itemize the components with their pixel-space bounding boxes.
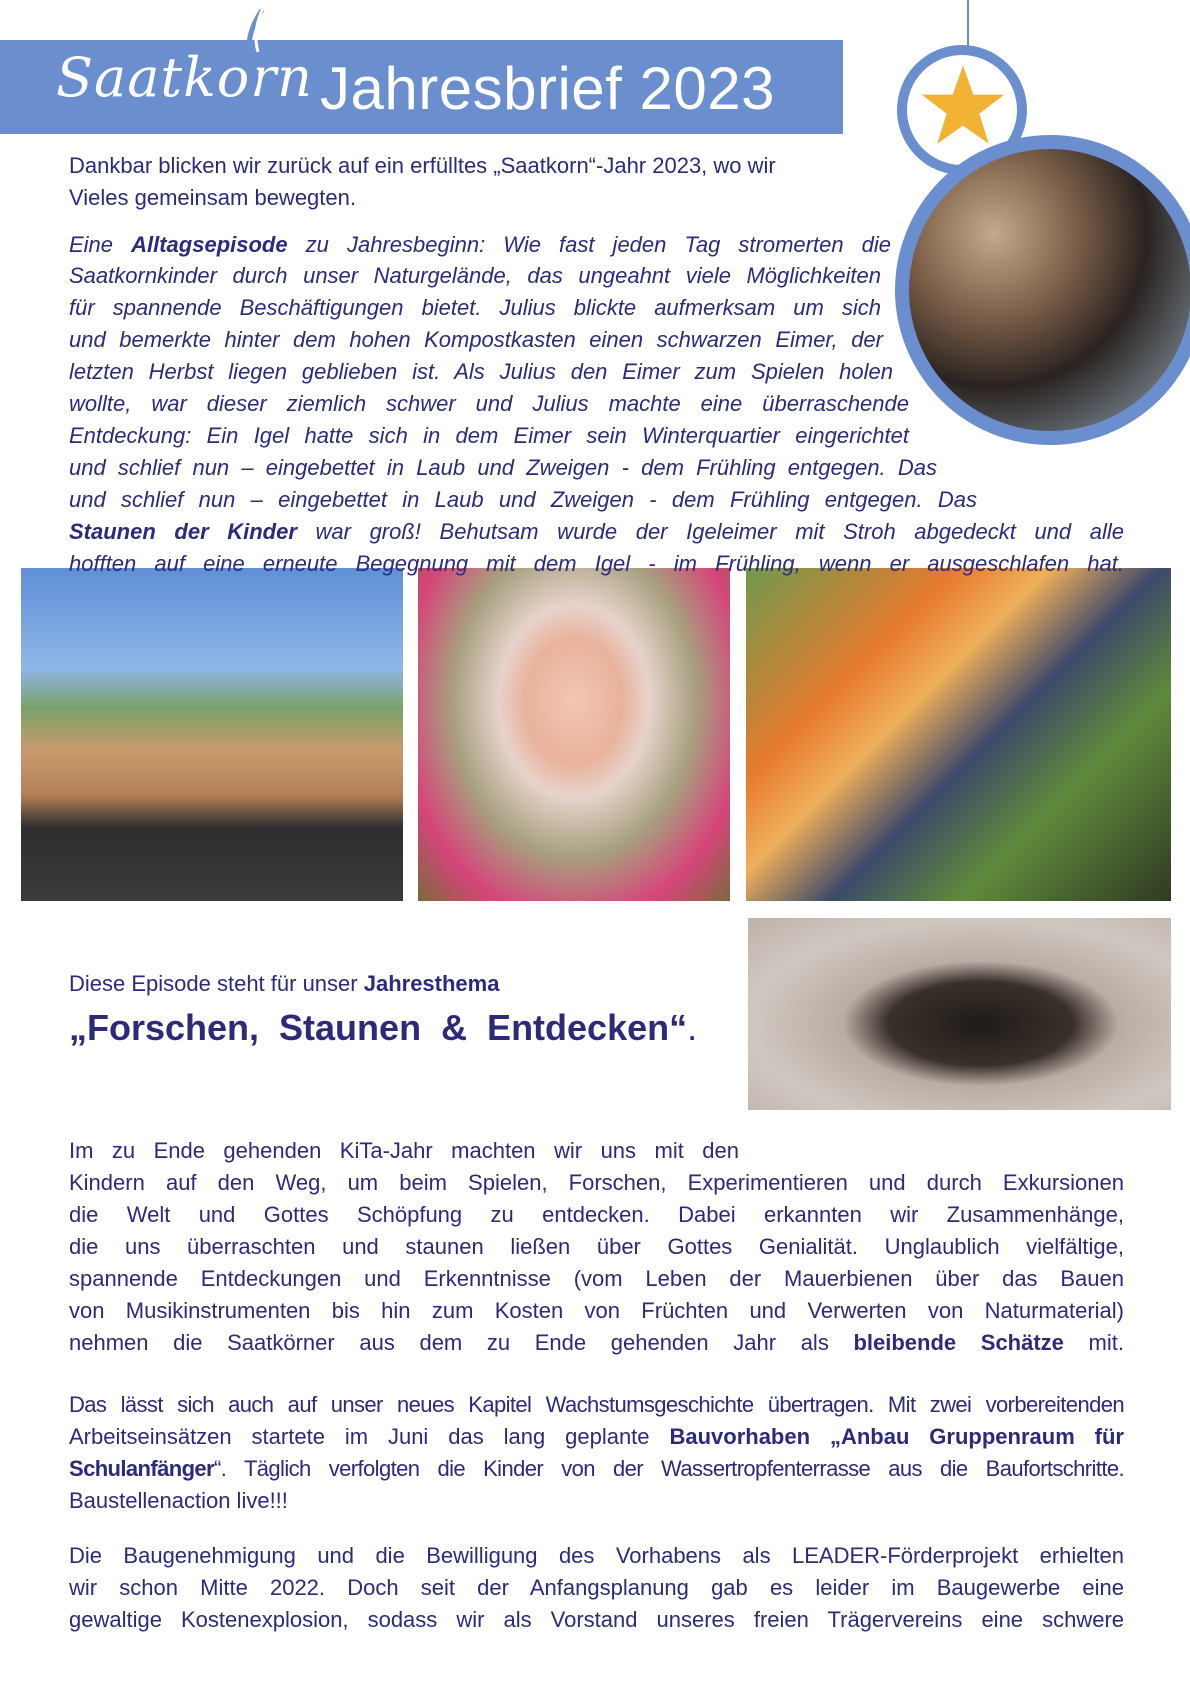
- sprout-icon: [232, 8, 272, 118]
- ornament-string: [967, 0, 969, 52]
- photo-construction-site: [21, 568, 403, 901]
- kita-paragraph: Kindern auf den Weg, um beim Spielen, Forschen, Experimentieren und durch Exkursionen die Welt und Gottes Schöpfung zu entdecken. Dabei erkannten wir Zusammenhänge, die uns überraschten und staunen ließen über Gottes Genialität. Unglaublich vielfältige, spannende Entdeckungen und Erkenntnisse (vom Leben der Mauerbienen über das Bauen von Musikinstrumenten bis hin zum Kosten von Früchten und Verwerten von Naturmaterial) nehmen die Saatkörner aus dem zu Ende gehenden Jahr als bleibende Schätze mit.: [69, 1170, 1124, 1355]
- episode-line-9: und schlief nun – eingebettet in Laub und Zweigen - dem Frühling entgegen. Das: [69, 487, 977, 512]
- theme-title: „Forschen, Staunen & Entdecken“.: [69, 1007, 698, 1048]
- logo: Saatkorn: [56, 46, 313, 109]
- episode-line-5: letzten Herbst liegen geblieben ist. Als Julius den Eimer zum Spielen holen: [69, 359, 893, 384]
- episode-line-3: für spannende Beschäftigungen bietet. Julius blickte aufmerksam um sich: [69, 295, 881, 320]
- page-title: Jahresbrief 2023: [320, 55, 775, 122]
- episode-line-4: und bemerkte hinter dem hohen Kompostkasten einen schwarzen Eimer, der: [69, 327, 883, 352]
- intro-paragraph: Dankbar blicken wir zurück auf ein erfülltes „Saatkorn“-Jahr 2023, wo wir Vieles gemeinsam bewegten.: [69, 153, 776, 210]
- permit-paragraph: Die Baugenehmigung und die Bewilligung des Vorhabens als LEADER-Förderprojekt erhielten wir schon Mitte 2022. Doch seit der Anfangsplanung gab es leider im Baugewerbe eine gewaltige Kostenexplosion, sodass wir als Vorstand unseres freien Trägervereins eine schwere: [69, 1543, 1124, 1632]
- episode-line-8: und schlief nun – eingebettet in Laub und Zweigen - dem Frühling entgegen. Das: [69, 455, 937, 480]
- photo-kids-exploring: [746, 568, 1171, 901]
- episode-line-7: Entdeckung: Ein Igel hatte sich in dem Eimer sein Winterquartier eingerichtet: [69, 423, 909, 448]
- kita-line-1: Im zu Ende gehenden KiTa-Jahr machten wir uns mit den: [69, 1138, 739, 1163]
- episode-line-2: Saatkornkinder durch unser Naturgelände, das ungeahnt viele Möglichkeiten: [69, 263, 881, 288]
- photo-girl-with-flowers: [418, 568, 730, 901]
- episode-line-10: Staunen der Kinder war groß! Behutsam wurde der Igeleimer mit Stroh abgedeckt und alle: [69, 519, 1124, 544]
- episode-line-6: wollte, war dieser ziemlich schwer und Julius machte eine überraschende: [69, 391, 909, 416]
- photo-grubs-soil: [748, 918, 1171, 1110]
- star-icon: [920, 62, 1006, 148]
- construction-paragraph: Das lässt sich auch auf unser neues Kapitel Wachstumsgeschichte übertragen. Mit zwei vorbereitenden Arbeitseinsätzen startete im Juni das lang geplante Bauvorhaben „Anbau Gruppenraum für Schulanfänger“. Täglich verfolgten die Kinder von der Wassertropfenterrasse aus die Baufortschritte. Baustellenaction live!!!: [69, 1392, 1124, 1513]
- episode-line-11: hofften auf eine erneute Begegnung mit dem Igel - im Frühling, wenn er ausgeschlafen hat.: [69, 551, 1124, 576]
- episode-line-1: Eine Alltagsepisode zu Jahresbeginn: Wie fast jeden Tag stromerten die: [69, 232, 891, 257]
- theme-lead: Diese Episode steht für unser Jahresthema: [69, 971, 500, 996]
- photo-hedgehog-bucket: [895, 135, 1190, 445]
